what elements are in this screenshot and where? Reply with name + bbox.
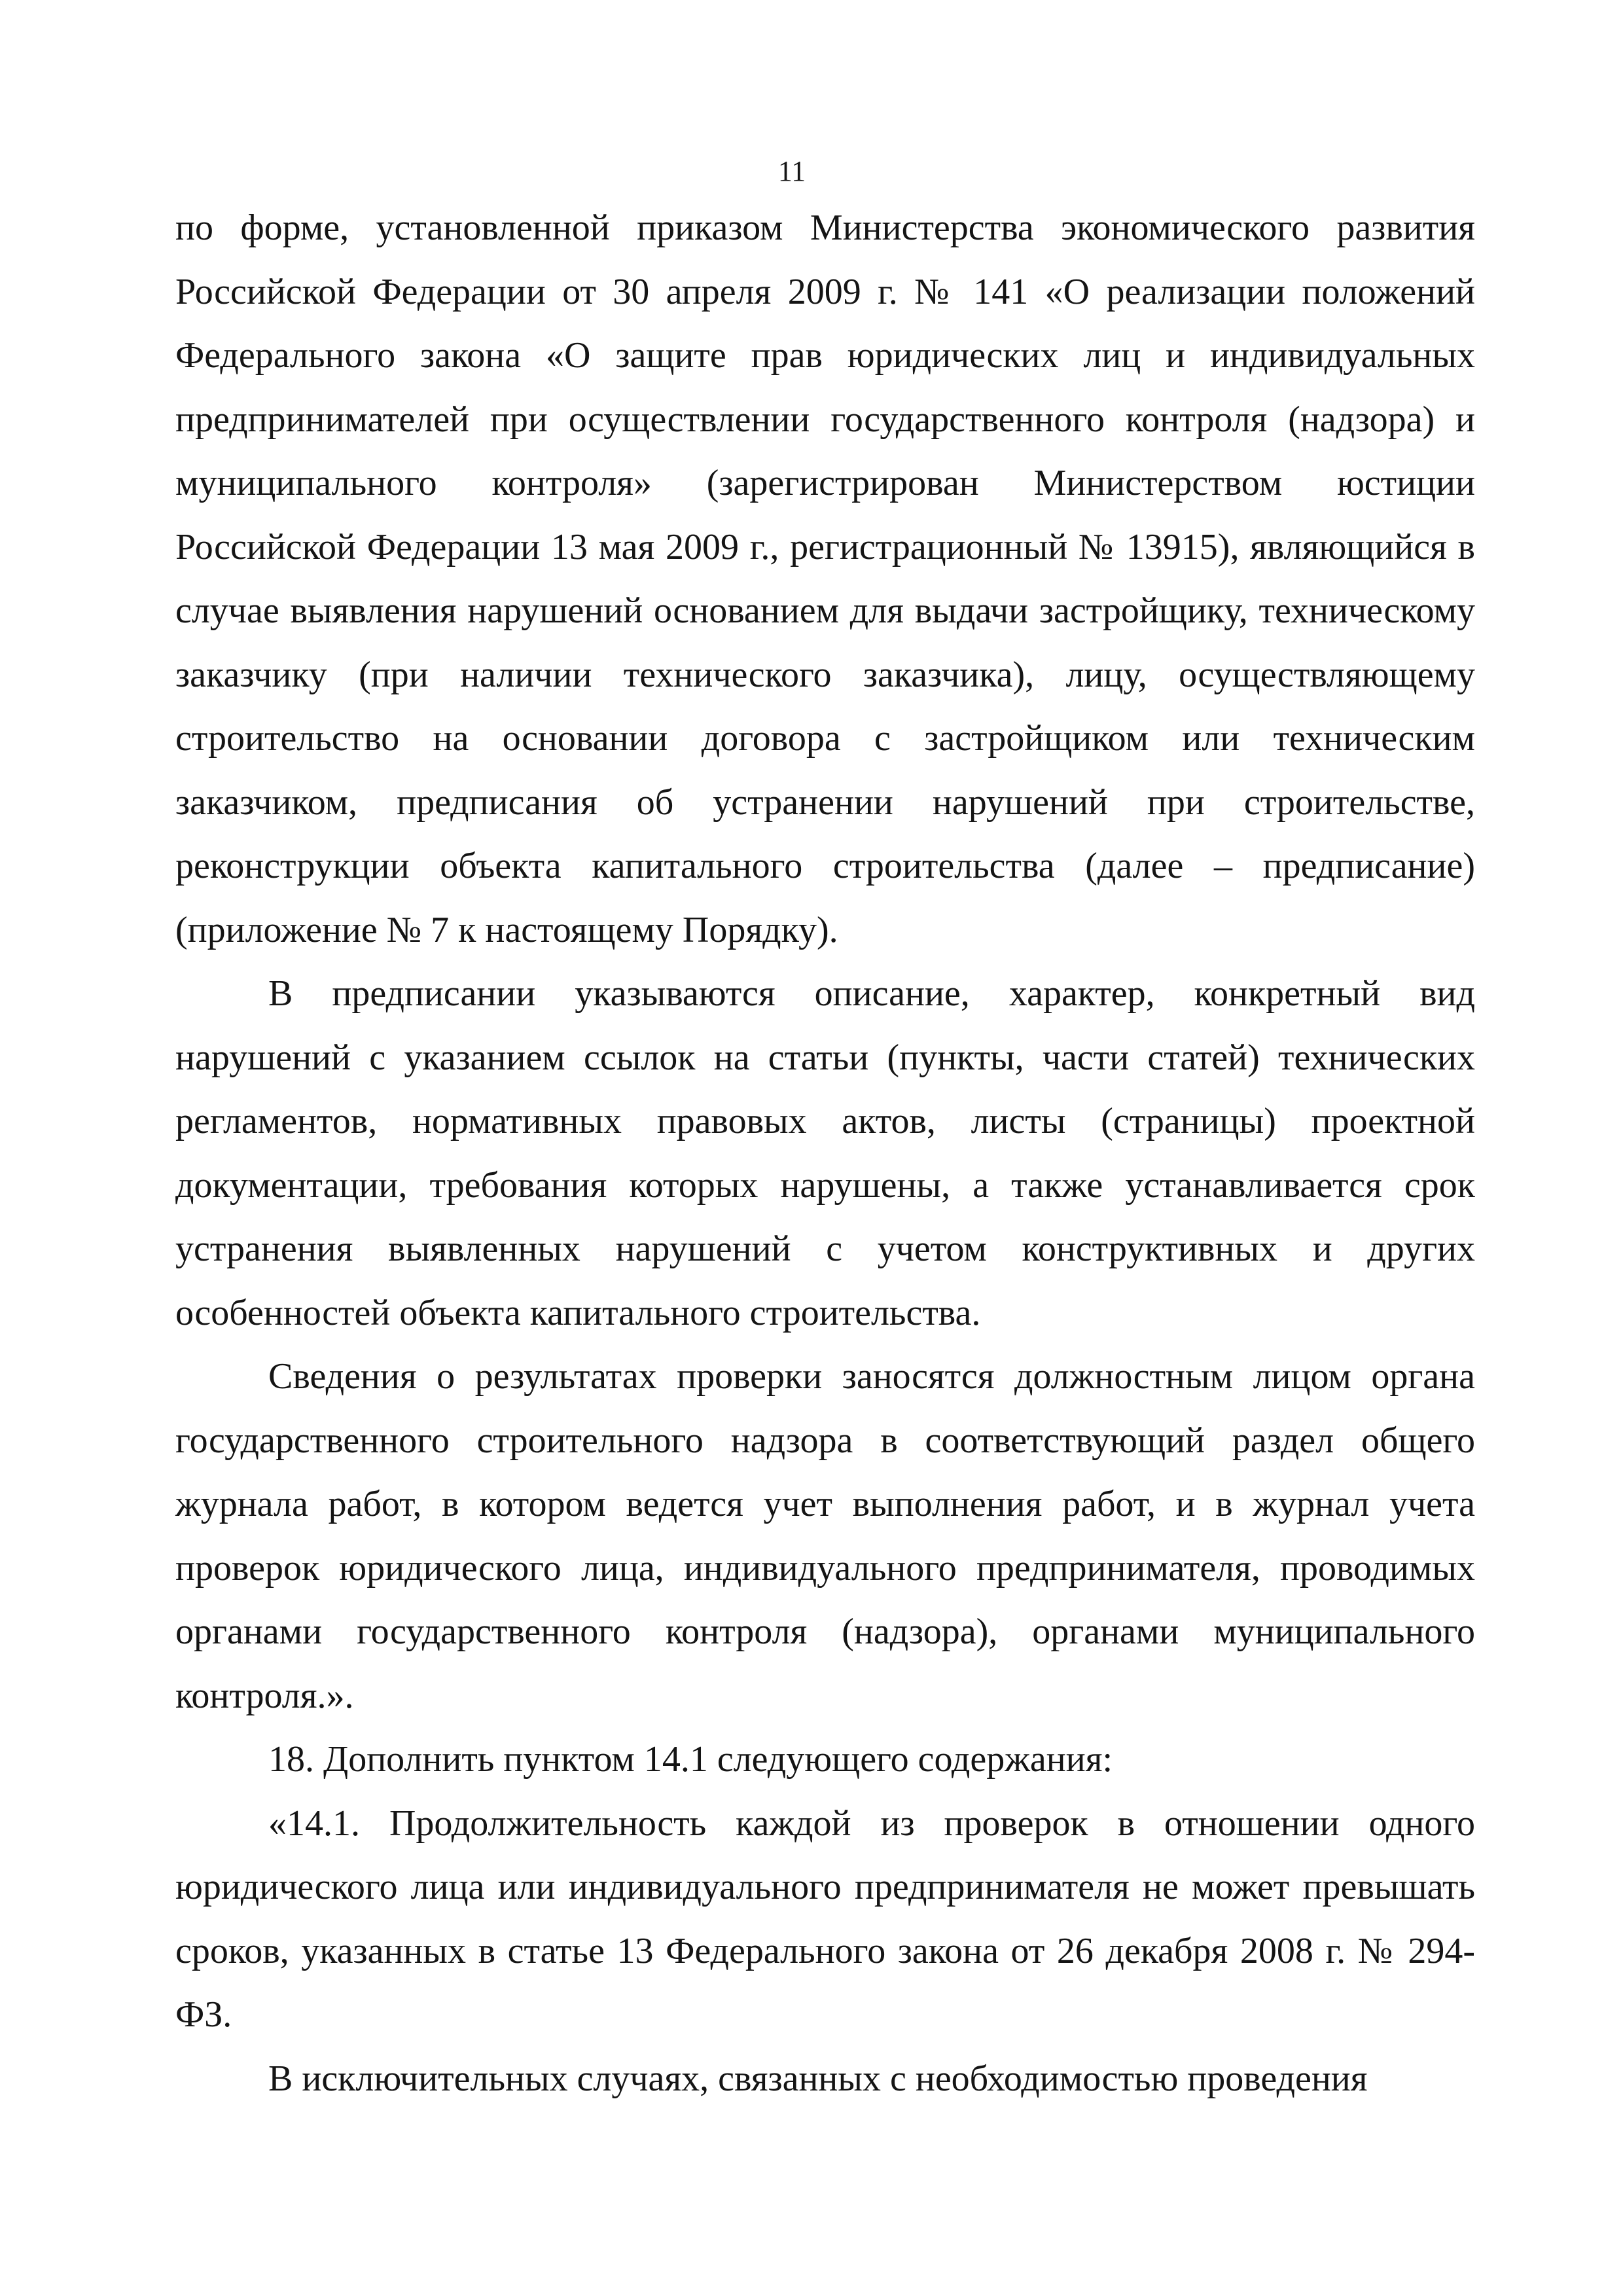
paragraph-inspection-results: Сведения о результатах проверки заносятся должностным лицом органа государственного строительного надзора в соответствующий раздел общего журнала работ, в котором ведется учет выполнения работ, и в журнал учета проверок юридического лица, индивидуального предпринимателя, проводимых органами государственного контроля (надзора), органами муниципального контроля.».	[175, 1356, 1475, 1716]
paragraph-prescription-content: В предписании указываются описание, характер, конкретный вид нарушений с указанием ссылок на статьи (пункты, части статей) технических регламентов, нормативных правовых актов, листы (страницы) проектной документации, требования которых нарушены, а также устанавливается срок устранения выявленных нарушений с учетом конструктивных и других особенностей объекта капитального строительства.	[175, 973, 1475, 1333]
document-body	[175, 196, 1475, 2111]
paragraph-exceptional-cases: В исключительных случаях, связанных с необходимостью проведения	[268, 2058, 1368, 2099]
page-number: 11	[777, 155, 806, 187]
paragraph-item-14-1: «14.1. Продолжительность каждой из проверок в отношении одного юридического лица или индивидуального предпринимателя не может превышать сроков, указанных в статье 13 Федерального закона от 26 декабря 2008 г. № 294-ФЗ.	[175, 1803, 1475, 2035]
paragraph-continuation: по форме, установленной приказом Министерства экономического развития Российской Федерации от 30 апреля 2009 г. № 141 «О реализации положений Федерального закона «О защите прав юридических лиц и индивидуальных предпринимателей при осуществлении государственного контроля (надзора) и муниципального контроля» (зарегистрирован Министерством юстиции Российской Федерации 13 мая 2009 г., регистрационный № 13915), являющийся в случае выявления нарушений основанием для выдачи застройщику, техническому заказчику (при наличии технического заказчика), лицу, осуществляющему строительство на основании договора с застройщиком или техническим заказчиком, предписания об устранении нарушений при строительстве, реконструкции объекта капитального строительства (далее – предписание) (приложение № 7 к настоящему Порядку).	[175, 207, 1475, 950]
paragraph-item-18: 18. Дополнить пунктом 14.1 следующего содержания:	[268, 1739, 1113, 1780]
